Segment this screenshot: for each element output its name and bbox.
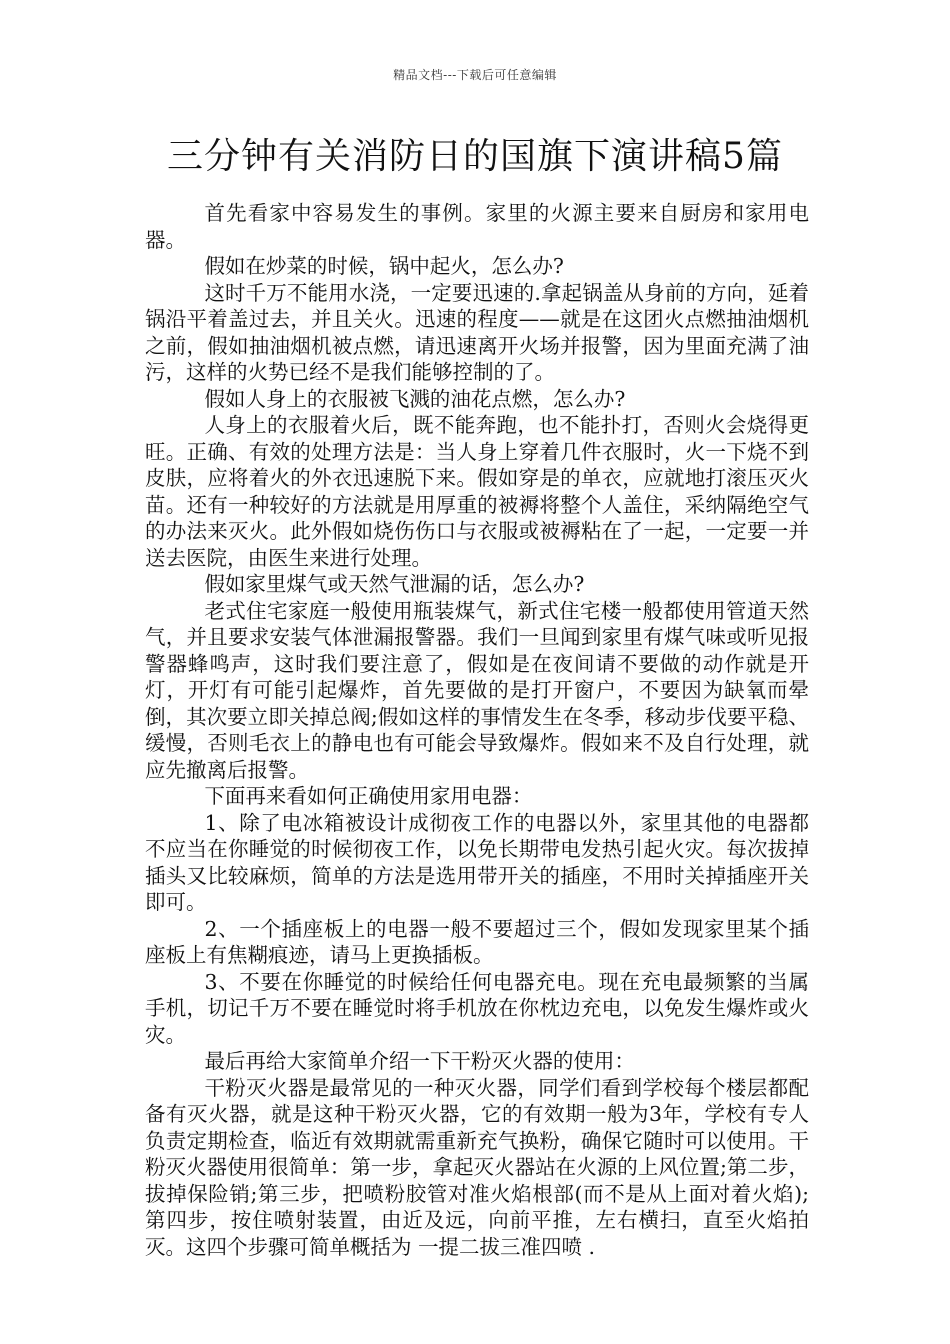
paragraph: 人身上的衣服着火后，既不能奔跑，也不能扑打，否则火会烧得更旺。正确、有效的处理方法是：当人身上穿着几件衣服时，火一下烧不到皮肤，应将着火的外衣迅速脱下来。假如穿是的单衣，应就地打滚压灭火苗。还有一种较好的方法就是用厚重的被褥将整个人盖住，采纳隔绝空气的办法来灭火。此外假如烧伤伤口与衣服或被褥粘在了一起，一定要一并送去医院，由医生来进行处理。 xyxy=(145,413,809,570)
document-body xyxy=(145,200,809,1260)
list-item-paragraph: 3、不要在你睡觉的时候给任何电器充电。现在充电最频繁的当属手机，切记千万不要在睡觉时将手机放在你枕边充电，以免发生爆炸或火灾。 xyxy=(145,969,809,1047)
list-item-paragraph: 1、除了电冰箱被设计成彻夜工作的电器以外，家里其他的电器都不应当在你睡觉的时候彻夜工作，以免长期带电发热引起火灾。每次拔掉插头又比较麻烦，简单的方法是选用带开关的插座，不用时关掉插座开关即可。 xyxy=(145,810,809,914)
question-paragraph: 假如人身上的衣服被飞溅的油花点燃，怎么办? xyxy=(204,386,626,411)
section-intro-paragraph: 下面再来看如何正确使用家用电器： xyxy=(204,784,533,808)
paragraph: 首先看家中容易发生的事例。家里的火源主要来自厨房和家用电器。 xyxy=(145,201,809,252)
question-paragraph: 假如在炒菜的时候，锅中起火，怎么办? xyxy=(204,254,564,278)
question-paragraph: 假如家里煤气或天然气泄漏的话，怎么办? xyxy=(204,572,585,596)
paragraph: 老式住宅家庭一般使用瓶装煤气，新式住宅楼一般都使用管道天然气，并且要求安装气体泄漏报警器。我们一旦闻到家里有煤气味或听见报警器蜂鸣声，这时我们要注意了，假如是在夜间请不要做的动作就是开灯，开灯有可能引起爆炸，首先要做的是打开窗户，不要因为缺氧而晕倒，其次要立即关掉总阀;假如这样的事情发生在冬季，移动步伐要平稳、缓慢，否则毛衣上的静电也有可能会导致爆炸。假如来不及自行处理，就应先撤离后报警。 xyxy=(145,598,809,782)
list-item-paragraph: 2、一个插座板上的电器一般不要超过三个，假如发现家里某个插座板上有焦糊痕迹，请马上更换插板。 xyxy=(145,916,809,967)
paragraph: 这时千万不能用水浇，一定要迅速的.拿起锅盖从身前的方向，延着锅沿平着盖过去，并且关火。迅速的程度——就是在这团火点燃抽油烟机之前，假如抽油烟机被点燃，请迅速离开火场并报警，因为里面充满了油污，这样的火势已经不是我们能够控制的了。 xyxy=(145,280,809,384)
document-title: 三分钟有关消防日的国旗下演讲稿5篇 xyxy=(167,136,783,177)
paragraph: 干粉灭火器是最常见的一种灭火器，同学们看到学校每个楼层都配备有灭火器，就是这种干粉灭火器，它的有效期一般为3年，学校有专人负责定期检查，临近有效期就需重新充气换粉，确保它随时可以使用。干粉灭火器使用很简单：第一步，拿起灭火器站在火源的上风位置;第二步，拔掉保险销;第三步，把喷粉胶管对准火焰根部(而不是从上面对着火焰);第四步，按住喷射装置，由近及远，向前平推，左右横扫，直至火焰拍灭。这四个步骤可简单概括为 一提二拔三准四喷 . xyxy=(145,1075,809,1259)
page-header-note: 精品文档---下载后可任意编辑 xyxy=(393,68,557,82)
section-intro-paragraph: 最后再给大家简单介绍一下干粉灭火器的使用： xyxy=(204,1049,635,1073)
